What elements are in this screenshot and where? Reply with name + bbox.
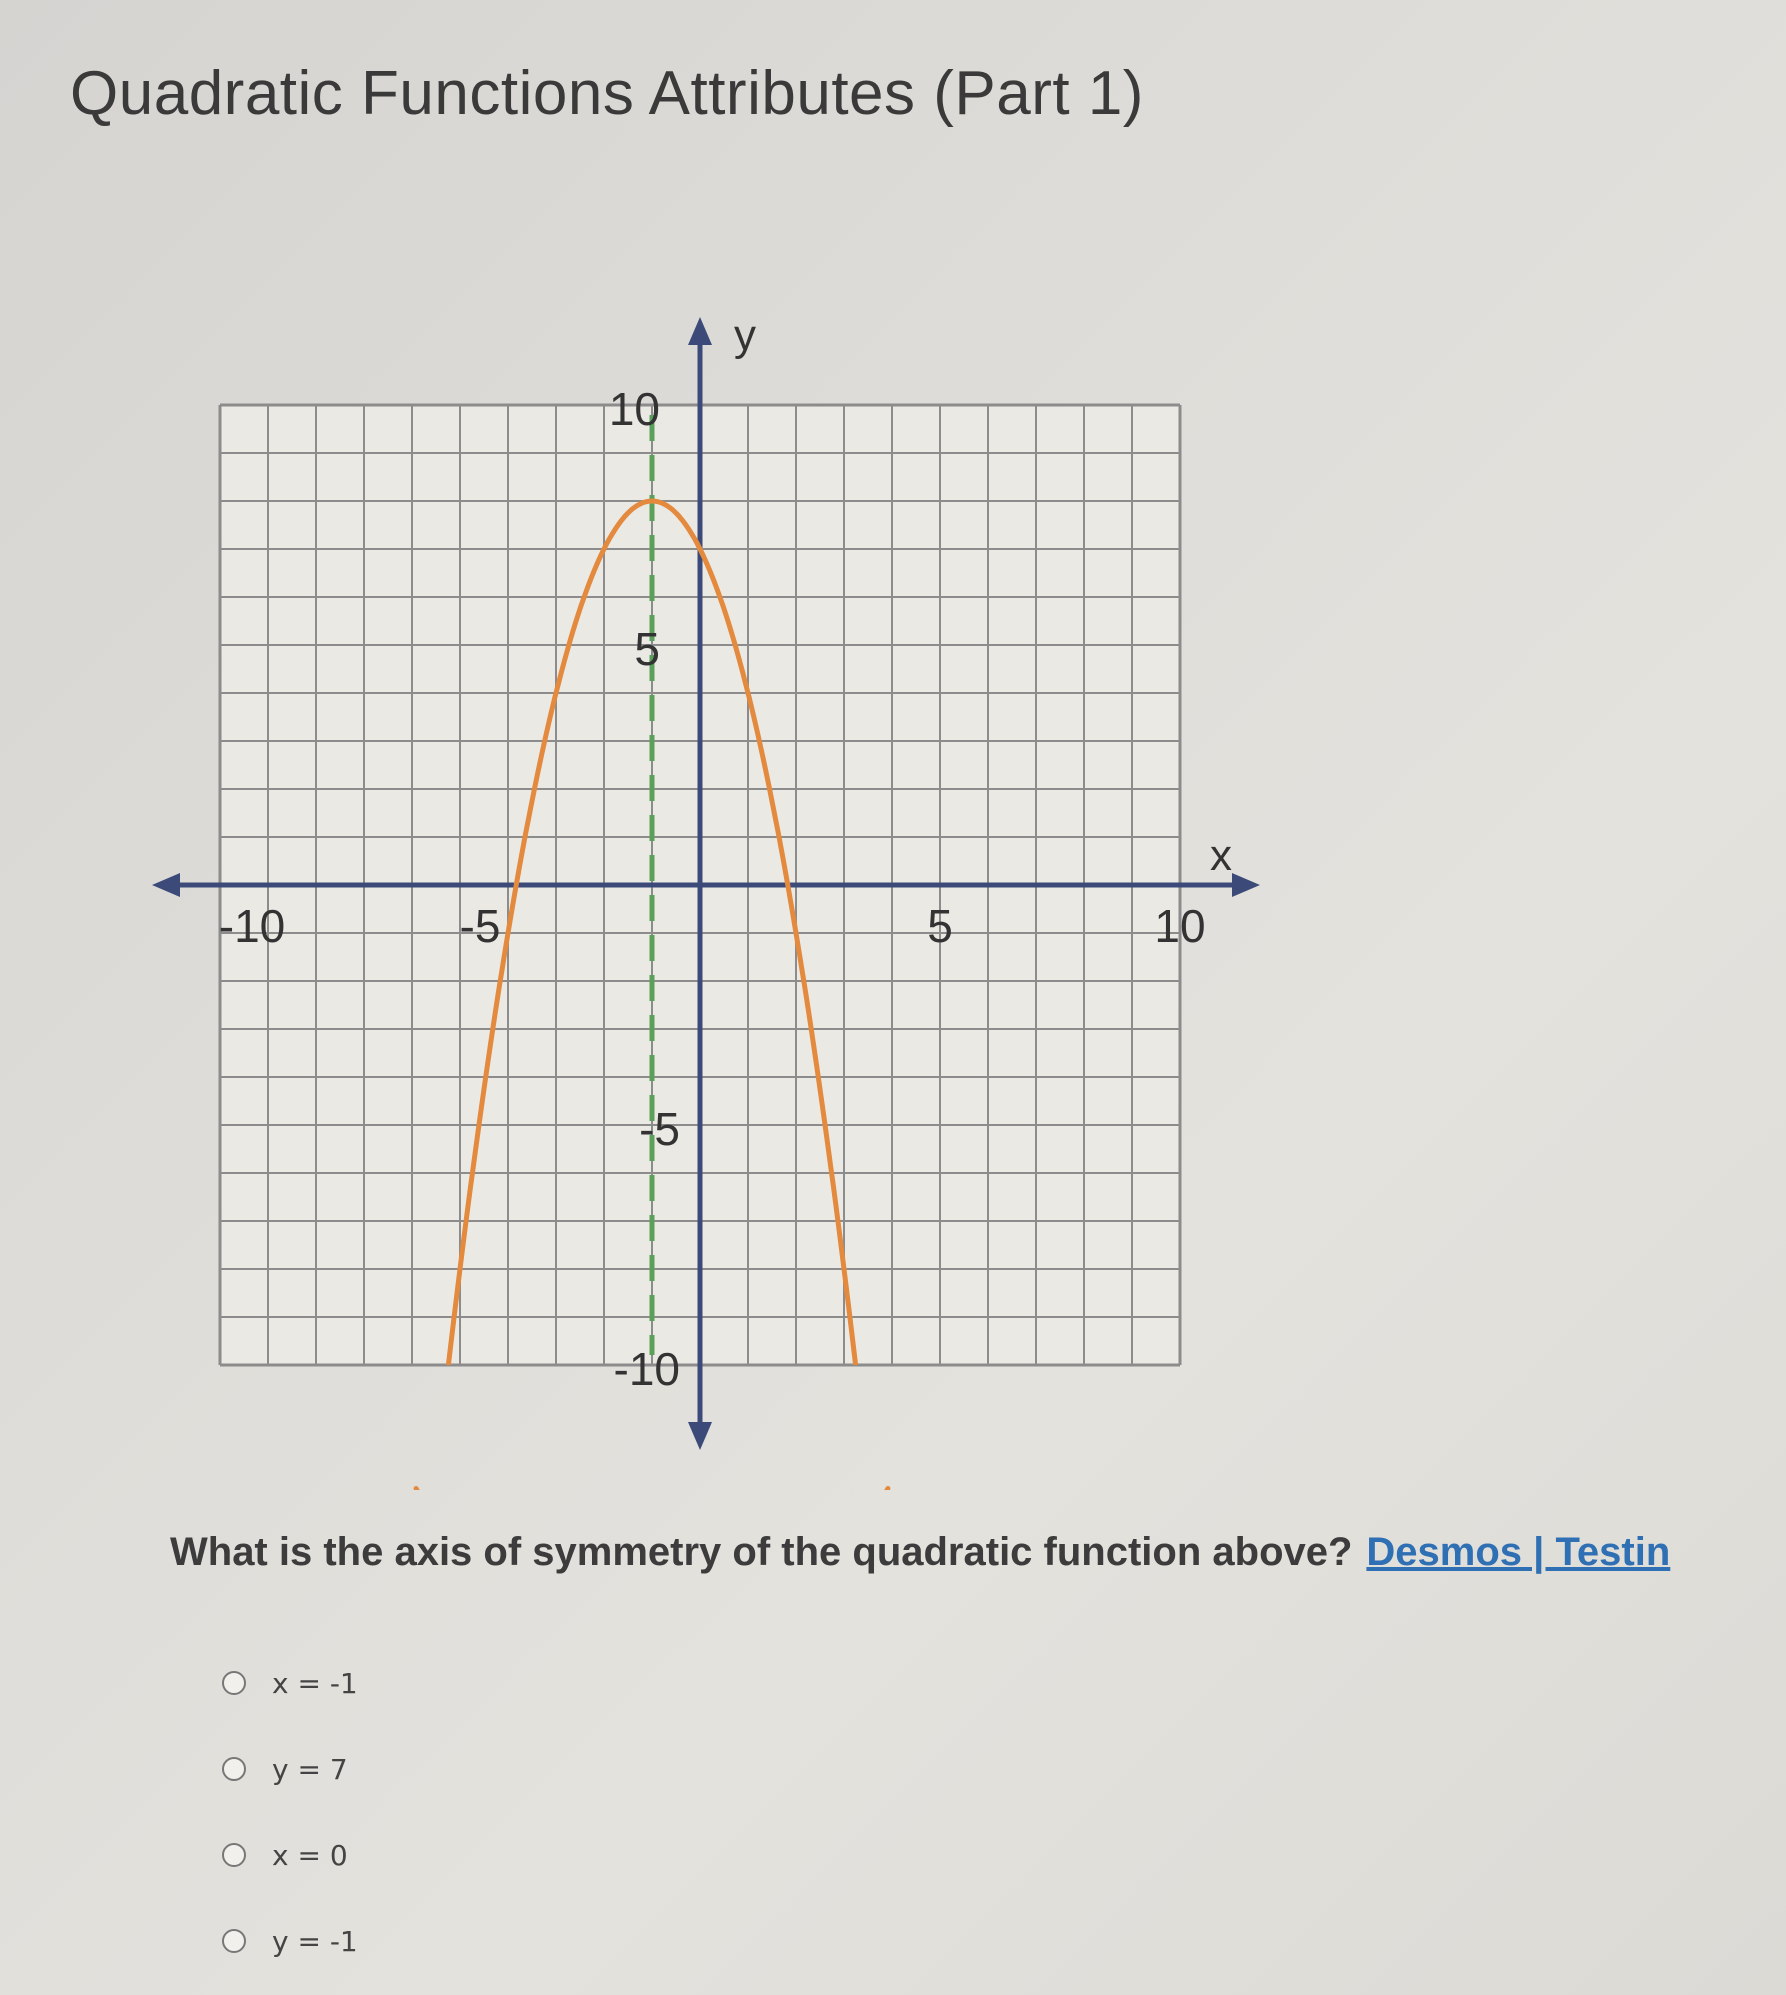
answer-option-4[interactable] (222, 1898, 358, 1984)
desmos-testing-link[interactable]: Desmos | Testin (1366, 1530, 1671, 1574)
answer-option-label: y = -1 (272, 1924, 358, 1958)
tick-label-y-5: 5 (634, 623, 660, 675)
tick-label-x-neg5: -5 (459, 900, 501, 952)
x-axis-right-arrow-icon (1232, 873, 1260, 897)
answer-options (222, 1640, 358, 1984)
tick-label-x-5: 5 (927, 900, 953, 952)
answer-option-label: x = 0 (272, 1838, 348, 1872)
question-row (170, 1530, 1670, 1575)
tick-label-y-neg5: -5 (639, 1103, 680, 1155)
tick-label-x-neg10: -10 (218, 900, 286, 952)
tick-label-x-10: 10 (1154, 900, 1206, 952)
answer-option-label: x = -1 (272, 1666, 358, 1700)
parabola-left-arrow (416, 1489, 452, 1491)
parabola-right-arrow (852, 1489, 888, 1491)
graph-svg (140, 310, 1280, 1490)
y-axis-down-arrow-icon (688, 1422, 712, 1450)
radio-button-icon[interactable] (222, 1671, 246, 1695)
radio-button-icon[interactable] (222, 1757, 246, 1781)
answer-option-label: y = 7 (272, 1752, 348, 1786)
radio-button-icon[interactable] (222, 1929, 246, 1953)
radio-button-icon[interactable] (222, 1843, 246, 1867)
y-axis-up-arrow-icon (688, 317, 712, 345)
tick-label-y-10: 10 (608, 383, 660, 435)
answer-option-3[interactable] (222, 1812, 358, 1898)
y-axis-label: y (734, 311, 756, 360)
answer-option-1[interactable] (222, 1640, 358, 1726)
quadratic-graph (140, 310, 1280, 1490)
x-axis-label: x (1210, 831, 1232, 880)
answer-option-2[interactable] (222, 1726, 358, 1812)
page-title: Quadratic Functions Attributes (Part 1) (70, 59, 1144, 128)
x-axis-left-arrow-icon (152, 873, 180, 897)
question-text: What is the axis of symmetry of the quadratic function above? (170, 1530, 1353, 1574)
tick-label-y-neg10: -10 (613, 1343, 680, 1395)
